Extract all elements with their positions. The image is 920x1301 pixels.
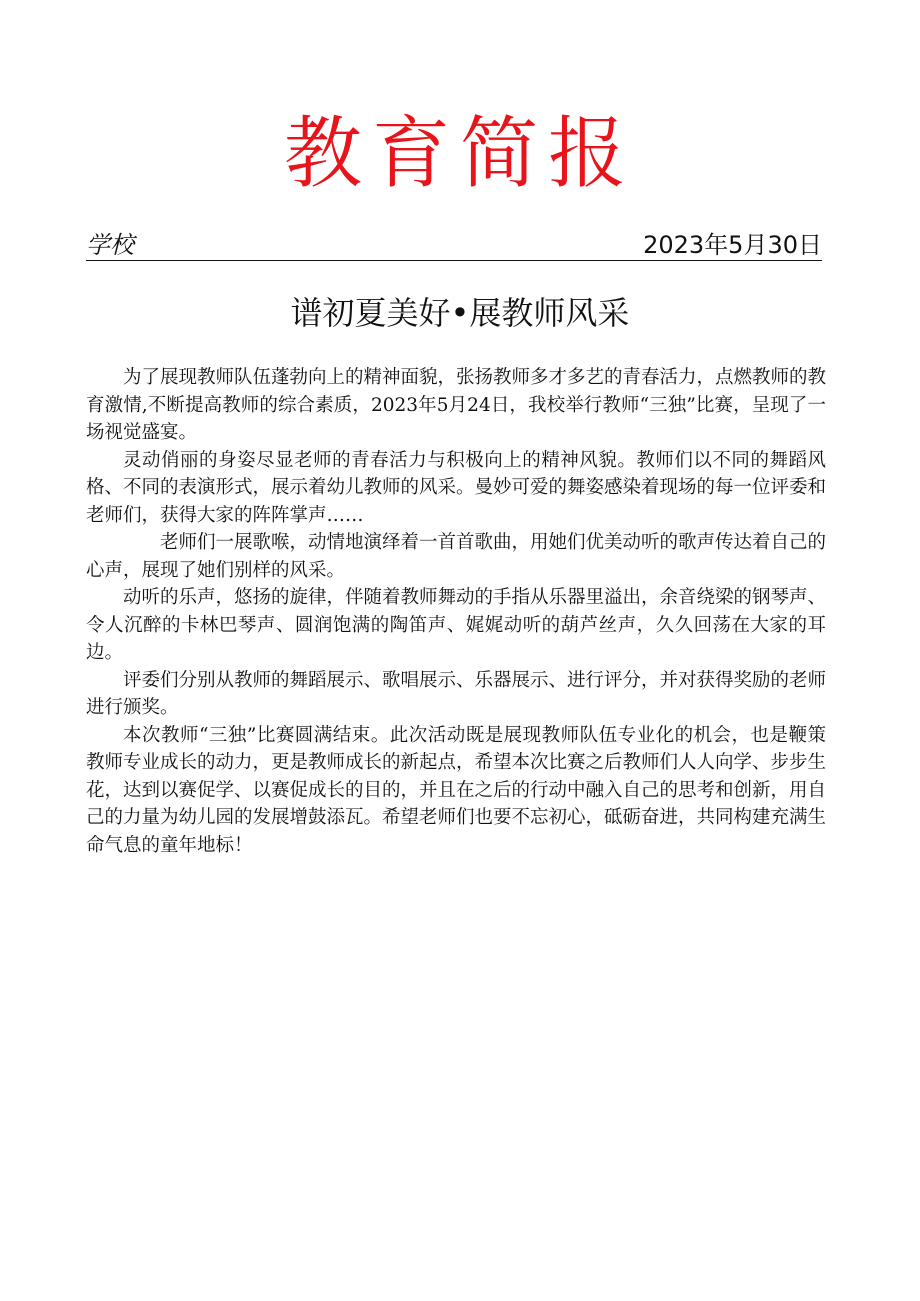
- meta-row: [86, 228, 822, 261]
- article-body: [86, 364, 826, 859]
- issue-date: 2023年5月30日: [643, 231, 822, 259]
- article-paragraph: 灵动俏丽的身姿尽显老师的青春活力与积极向上的精神风貌。教师们以不同的舞蹈风格、不同的表演形式，展示着幼儿教师的风采。曼妙可爱的舞姿感染着现场的每一位评委和老师们，获得大家的阵阵掌声……: [86, 449, 827, 526]
- article-paragraph: 动听的乐声，悠扬的旋律，伴随着教师舞动的手指从乐器里溢出，余音绕梁的钢琴声、令人沉醉的卡林巴琴声、圆润饱满的陶笛声、娓娓动听的葫芦丝声，久久回荡在大家的耳边。: [86, 587, 827, 663]
- school-label: 学校: [86, 231, 134, 259]
- article-paragraph: 为了展现教师队伍蓬勃向上的精神面貌，张扬教师多才多艺的青春活力，点燃教师的教育激情,不断提高教师的综合素质，2023年5月24日，我校举行教师“三独”比赛，呈现了一场视觉盛宴。: [86, 367, 827, 443]
- article-paragraph: 评委们分别从教师的舞蹈展示、歌唱展示、乐器展示、进行评分，并对获得奖励的老师进行颁奖。: [86, 669, 827, 718]
- masthead-title: 教育简报: [283, 109, 636, 199]
- article-headline: 谱初夏美好•展教师风采: [290, 294, 630, 332]
- article-paragraph: 本次教师“三独”比赛圆满结束。此次活动既是展现教师队伍专业化的机会，也是鞭策教师专业成长的动力，更是教师成长的新起点，希望本次比赛之后教师们人人向学、步步生花，达到以赛促学、以赛促成长的目的，并且在之后的行动中融入自己的思考和创新，用自己的力量为幼儿园的发展增鼓添瓦。希望老师们也要不忘初心，砥砺奋进，共同构建充满生命气息的童年地标！: [86, 724, 827, 856]
- article-paragraph: 老师们一展歌喉，动情地演绎着一首首歌曲，用她们优美动听的歌声传达着自己的心声，展现了她们别样的风采。: [86, 532, 827, 581]
